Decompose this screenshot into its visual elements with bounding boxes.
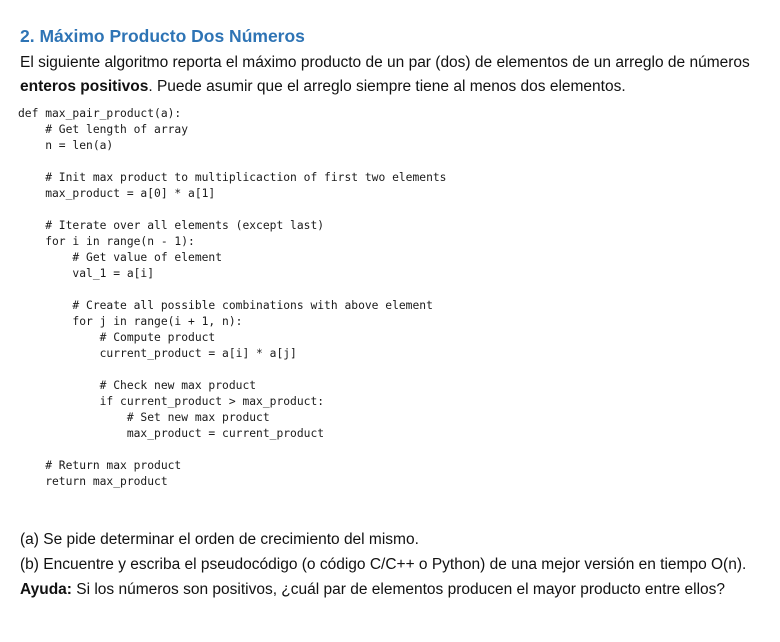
question-a: (a) Se pide determinar el orden de crecimiento del mismo. bbox=[20, 531, 419, 548]
code-line bbox=[18, 282, 446, 298]
code-line: return max_product bbox=[18, 475, 168, 488]
code-line bbox=[18, 154, 446, 170]
code-line: max_product = current_product bbox=[18, 427, 325, 440]
code-line bbox=[18, 442, 446, 458]
code-line: if current_product > max_product: bbox=[18, 395, 325, 408]
code-line: for j in range(i + 1, n): bbox=[18, 315, 243, 328]
code-line: for i in range(n - 1): bbox=[18, 235, 195, 248]
code-line bbox=[18, 202, 446, 218]
hint-text: Si los números son positivos, ¿cuál par de elementos producen el mayor producto entre ellos? bbox=[71, 581, 726, 598]
intro-text-2: . Puede asumir que el arreglo siempre tiene al menos dos elementos. bbox=[148, 78, 626, 95]
code-block bbox=[18, 106, 446, 490]
intro-bold-text: enteros positivos bbox=[20, 78, 149, 95]
code-line: n = len(a) bbox=[18, 139, 114, 152]
code-line bbox=[18, 362, 446, 378]
code-line: # Create all possible combinations with above element bbox=[18, 299, 433, 312]
code-line: def max_pair_product(a): bbox=[18, 107, 182, 120]
code-line: # Return max product bbox=[18, 459, 182, 472]
code-line: # Check new max product bbox=[18, 379, 257, 392]
code-line: # Get value of element bbox=[18, 251, 223, 264]
code-line: # Get length of array bbox=[18, 123, 189, 136]
code-line: # Compute product bbox=[18, 331, 216, 344]
code-line: val_1 = a[i] bbox=[18, 267, 155, 280]
code-line: # Set new max product bbox=[18, 411, 270, 424]
code-line: # Init max product to multiplicaction of first two elements bbox=[18, 171, 447, 184]
code-line: current_product = a[i] * a[j] bbox=[18, 347, 297, 360]
code-line: # Iterate over all elements (except last) bbox=[18, 219, 325, 232]
code-line: max_product = a[0] * a[1] bbox=[18, 187, 216, 200]
hint bbox=[20, 577, 770, 602]
question-b: (b) Encuentre y escriba el pseudocódigo (o código C/C++ o Python) de una mejor versión en tiempo O(n). bbox=[20, 556, 747, 573]
questions-list bbox=[20, 527, 770, 602]
section-title: 2. Máximo Producto Dos Números bbox=[20, 26, 305, 46]
intro-text-1: El siguiente algoritmo reporta el máximo producto de un par (dos) de elementos de un arreglo de números bbox=[20, 54, 750, 71]
hint-label: Ayuda: bbox=[20, 581, 72, 598]
intro-paragraph bbox=[20, 51, 770, 99]
